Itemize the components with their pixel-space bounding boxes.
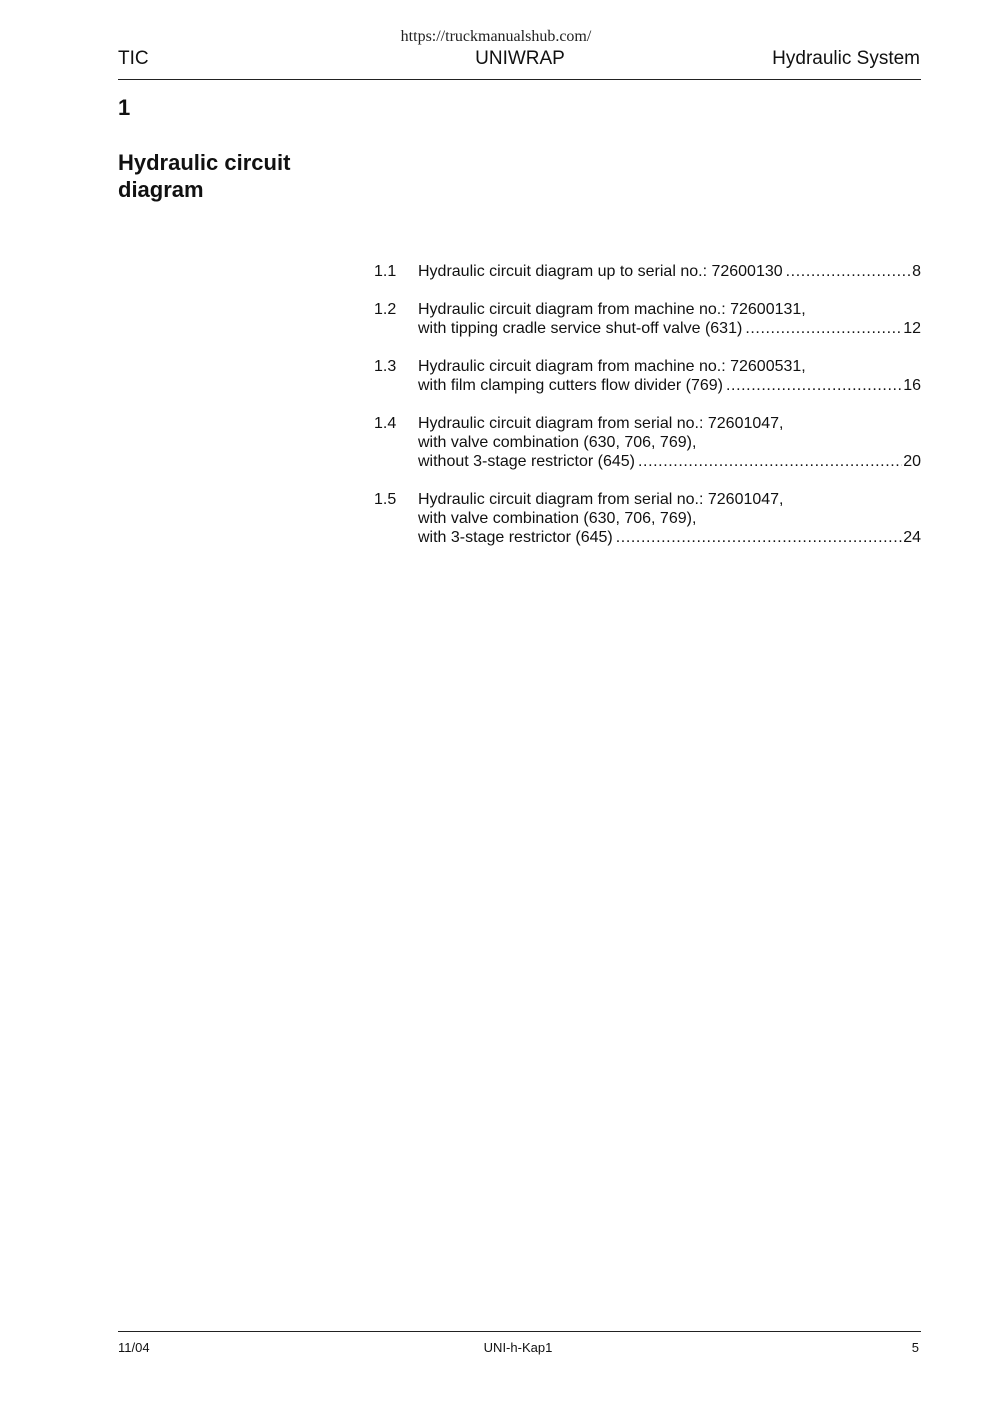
table-of-contents [374, 262, 921, 566]
toc-entry-page: 24 [903, 529, 921, 546]
toc-entry-page: 20 [903, 453, 921, 470]
toc-entry-line: Hydraulic circuit diagram from serial no.: 72601047, [418, 491, 784, 508]
footer-rule [118, 1331, 921, 1332]
chapter-number: 1 [118, 95, 131, 120]
toc-entry-line: Hydraulic circuit diagram from serial no.: 72601047, [418, 415, 784, 432]
header-center: UNIWRAP [475, 48, 565, 69]
toc-entry-line: Hydraulic circuit diagram from machine no.: 72600131, [418, 301, 806, 318]
footer-page-number: 5 [911, 1340, 919, 1355]
toc-leader-dots [616, 528, 902, 547]
toc-entry-body [418, 414, 921, 471]
toc-entry-1-5[interactable] [374, 490, 921, 547]
toc-leader-dots [638, 452, 902, 471]
toc-entry-text: without 3-stage restrictor (645) [418, 453, 635, 470]
toc-entry-body [418, 262, 921, 281]
toc-entry-body [418, 357, 921, 395]
toc-leader-dots [726, 376, 902, 395]
footer-doc-id: UNI-h-Kap1 [483, 1340, 553, 1355]
toc-leader-dots [745, 319, 902, 338]
toc-entry-line: Hydraulic circuit diagram from machine no.: 72600531, [418, 358, 806, 375]
toc-entry-final-line [418, 262, 921, 281]
toc-entry-1-4[interactable] [374, 414, 921, 471]
toc-entry-body [418, 490, 921, 547]
toc-entry-text: with 3-stage restrictor (645) [418, 529, 613, 546]
header-left: TIC [118, 48, 149, 69]
toc-entry-page: 8 [912, 263, 921, 280]
toc-entry-text: with tipping cradle service shut-off valve (631) [418, 320, 743, 337]
toc-entry-text: Hydraulic circuit diagram up to serial no.: 72600130 [418, 263, 783, 280]
toc-entry-final-line [418, 319, 921, 338]
toc-entry-text: with film clamping cutters flow divider (769) [418, 377, 723, 394]
toc-entry-page: 16 [903, 377, 921, 394]
toc-entry-number: 1.2 [374, 301, 397, 318]
header-right: Hydraulic System [772, 48, 920, 69]
toc-entry-1-3[interactable] [374, 357, 921, 395]
toc-entry-1-1[interactable] [374, 262, 921, 281]
toc-entry-final-line [418, 376, 921, 395]
chapter-title: Hydraulic circuit diagram [118, 150, 291, 202]
toc-entry-body [418, 300, 921, 338]
toc-entry-line: with valve combination (630, 706, 769), [418, 510, 697, 527]
footer-date: 11/04 [118, 1340, 150, 1355]
toc-entry-line: with valve combination (630, 706, 769), [418, 434, 697, 451]
toc-entry-number: 1.4 [374, 415, 397, 432]
toc-leader-dots [786, 262, 911, 281]
toc-entry-number: 1.1 [374, 263, 397, 280]
source-url[interactable]: https://truckmanualshub.com/ [400, 28, 592, 45]
header-rule [118, 79, 921, 80]
toc-entry-page: 12 [903, 320, 921, 337]
toc-entry-number: 1.3 [374, 358, 397, 375]
toc-entry-number: 1.5 [374, 491, 397, 508]
toc-entry-final-line [418, 452, 921, 471]
toc-entry-1-2[interactable] [374, 300, 921, 338]
toc-entry-final-line [418, 528, 921, 547]
